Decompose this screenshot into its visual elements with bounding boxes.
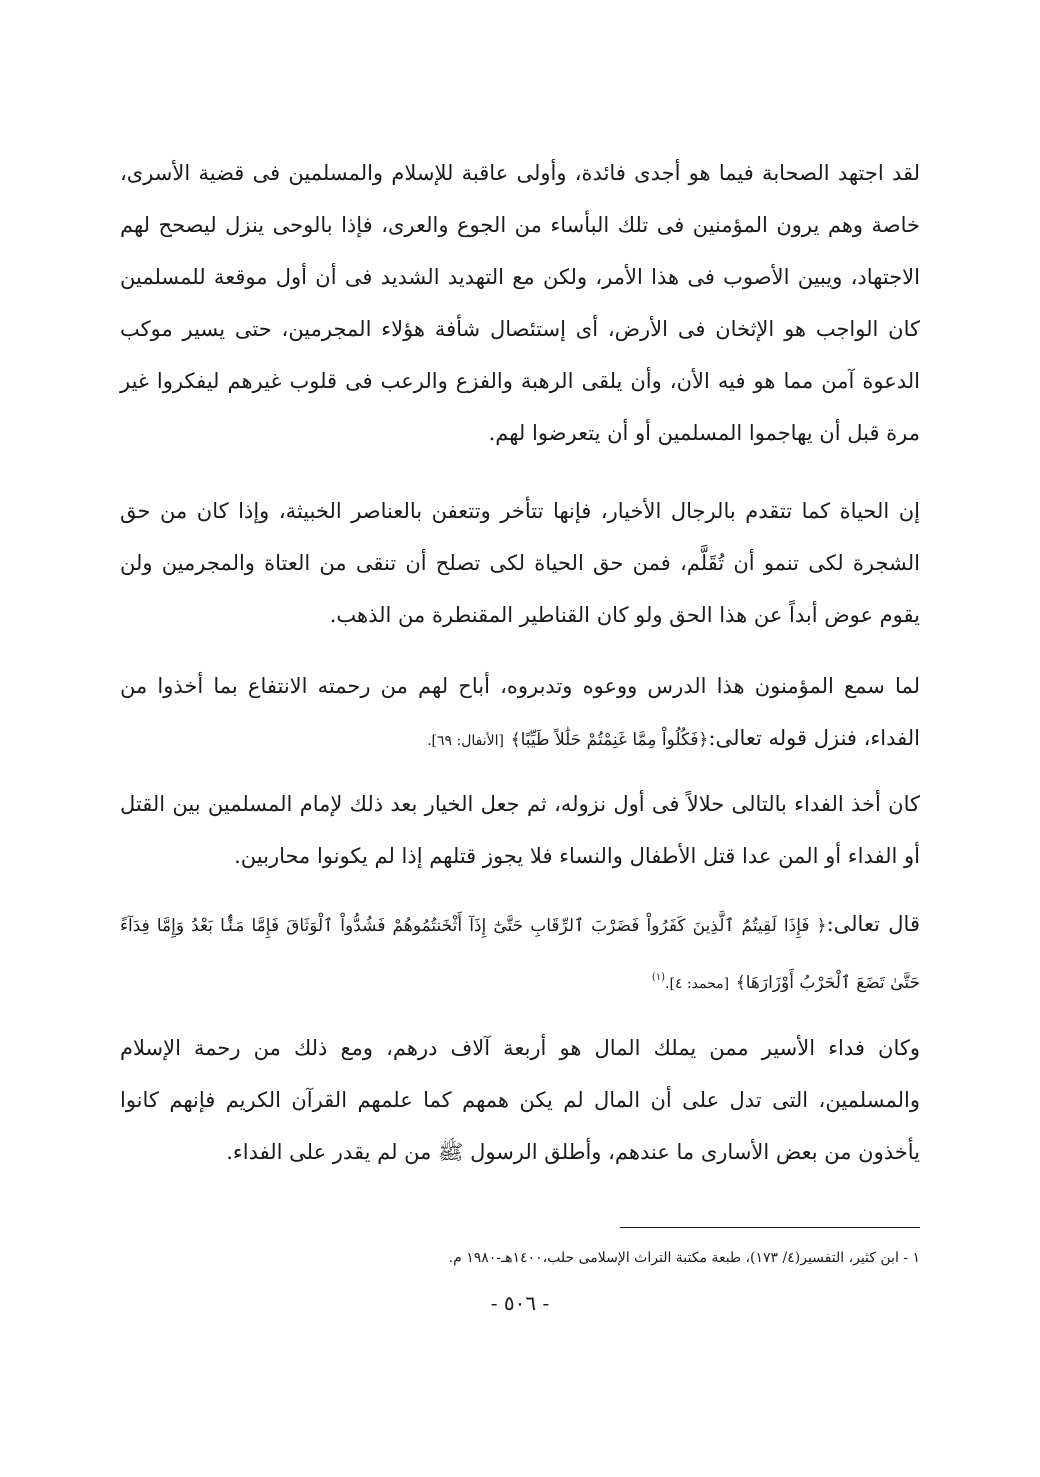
paragraph-imam-choice: كان أخذ الفداء بالتالى حلالاً فى أول نزوله، ثم جعل الخيار بعد ذلك لإمام المسلمين بين القتل أو الفداء أو المن عدا قتل الأطفال والنساء فلا يجوز قتلهم إذا لم يكونوا محاربين. [120, 792, 920, 868]
verse-citation: [محمد: ٤]. [665, 976, 730, 992]
paragraph-text: قال تعالى: [826, 912, 920, 936]
footnote: ١ - ابن كثير، التفسير(٤/ ١٧٣)، طبعة مكتبة التراث الإسلامى حلب،١٤٠٠هـ-١٩٨٠ م. [448, 1250, 920, 1266]
paragraph-ransom-permitted [120, 660, 920, 767]
quran-verse: ﴿ فَإِذَا لَقِيتُمُ ٱلَّذِينَ كَفَرُواْ فَضَرْبَ ٱلرِّقَابِ حَتَّىٰٓ إِذَآ أَثْخَنتُمُوهُمْ فَشُدُّواْ ٱلْوَثَاقَ فَإِمَّا مَنًّۢا بَعْدُ وَإِمَّا فِدَآءً حَتَّىٰ تَضَعَ ٱلْحَرْبُ أَوْزَارَهَا﴾ [120, 916, 920, 993]
footnote-marker: (١) [651, 972, 666, 983]
paragraph-life-pruning: إن الحياة كما تتقدم بالرجال الأخيار، فإنها تتأخر وتتعفن بالعناصر الخبيثة، وإذا كان من حق الشجرة لكى تنمو أن تُقَلَّم، فمن حق الحياة لكى تصلح أن تنقى من العتاة والمجرمين ولن يقوم عوض أبداً عن هذا الحق ولو كان القناطير المقنطرة من الذهب. [120, 499, 920, 627]
page-number: - ٥٠٦ - [490, 1291, 550, 1315]
paragraph-ransom-amount: وكان فداء الأسير ممن يملك المال هو أربعة آلاف درهم، ومع ذلك من رحمة الإسلام والمسلمين، التى تدل على أن المال لم يكن همهم كما علمهم القرآن الكريم فإنهم كانوا يأخذون من بعض الأسارى ما عندهم، وأطلق الرسول ﷺ من لم يقدر على الفداء. [120, 1036, 920, 1164]
paragraph-quran-quote [120, 898, 920, 1010]
paragraph-text: لما سمع المؤمنون هذا الدرس ووعوه وتدبروه، أباح لهم من رحمته الانتفاع بما أخذوا من الفداء، فنزل قوله تعالى: [120, 674, 920, 750]
footnote-divider [620, 1227, 920, 1228]
quran-verse: ﴿فَكُلُواْ مِمَّا غَنِمْتُمْ حَلَٰلاً طَيِّبًا﴾ [510, 730, 709, 750]
paragraph-prisoners-ijtihad: لقد اجتهد الصحابة فيما هو أجدى فائدة، وأولى عاقبة للإسلام والمسلمين فى قضية الأسرى، خاصة وهم يرون المؤمنين فى تلك البأساء من الجوع والعرى، فإذا بالوحى ينزل ليصحح لهم الاجتهاد، ويبين الأصوب فى هذا الأمر، ولكن مع التهديد الشديد فى أن أول موقعة للمسلمين كان الواجب هو الإثخان فى الأرض، أى إستئصال شأفة هؤلاء المجرمين، حتى يسير موكب الدعوة آمن مما هو فيه الأن، وأن يلقى الرهبة والفزع والرعب فى قلوب غيرهم ليفكروا غير مرة قبل أن يهاجموا المسلمين أو أن يتعرضوا لهم. [120, 161, 920, 445]
verse-citation: [الأنفال: ٦٩]. [427, 733, 504, 749]
